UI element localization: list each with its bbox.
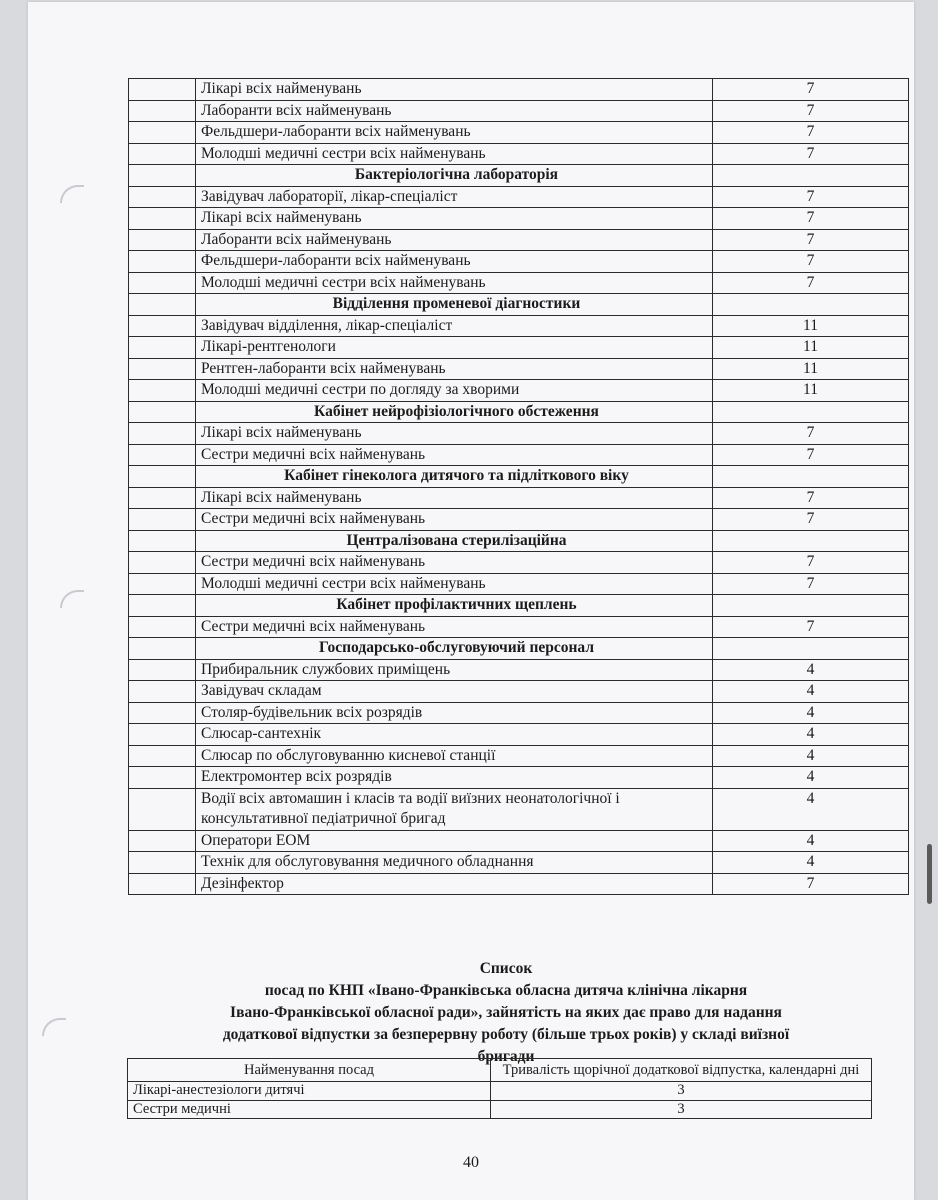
position-name: Сестри медичні всіх найменувань bbox=[196, 444, 713, 466]
table-row bbox=[129, 122, 909, 144]
position-name: Фельдшери-лаборанти всіх найменувань bbox=[196, 251, 713, 273]
row-number-cell bbox=[129, 100, 196, 122]
row-number-cell bbox=[129, 530, 196, 552]
position-value: 3 bbox=[491, 1100, 872, 1119]
position-value: 7 bbox=[713, 79, 909, 101]
position-name: Фельдшери-лаборанти всіх найменувань bbox=[196, 122, 713, 144]
table-row bbox=[129, 659, 909, 681]
position-value: 7 bbox=[713, 444, 909, 466]
position-value: 7 bbox=[713, 100, 909, 122]
position-name: Слюсар по обслуговуванню кисневої станції bbox=[196, 745, 713, 767]
position-name: Дезінфектор bbox=[196, 873, 713, 895]
table-row bbox=[129, 702, 909, 724]
value-cell bbox=[713, 294, 909, 316]
position-value: 7 bbox=[713, 251, 909, 273]
position-name: Оператори ЕОМ bbox=[196, 830, 713, 852]
section-header-row bbox=[129, 530, 909, 552]
row-number-cell bbox=[129, 852, 196, 874]
section-title: Кабінет гінеколога дитячого та підліткового віку bbox=[196, 466, 713, 488]
position-name: Водії всіх автомашин і класів та водії виїзних неонатологічної і консультативної педіатричної бригад bbox=[196, 788, 713, 830]
row-number-cell bbox=[129, 251, 196, 273]
row-number-cell bbox=[129, 487, 196, 509]
table-row bbox=[129, 79, 909, 101]
row-number-cell bbox=[129, 638, 196, 660]
position-value: 7 bbox=[713, 552, 909, 574]
section-title: Відділення променевої діагностики bbox=[196, 294, 713, 316]
table-row bbox=[129, 509, 909, 531]
position-name: Молодші медичні сестри всіх найменувань bbox=[196, 272, 713, 294]
section-title: Господарсько-обслуговуючий персонал bbox=[196, 638, 713, 660]
table-row bbox=[129, 830, 909, 852]
position-value: 4 bbox=[713, 830, 909, 852]
row-number-cell bbox=[129, 294, 196, 316]
row-number-cell bbox=[129, 272, 196, 294]
value-cell bbox=[713, 165, 909, 187]
position-value: 3 bbox=[491, 1082, 872, 1101]
row-number-cell bbox=[129, 788, 196, 830]
table-row bbox=[129, 681, 909, 703]
position-name: Слюсар-сантехнік bbox=[196, 724, 713, 746]
section-header-row bbox=[129, 466, 909, 488]
row-number-cell bbox=[129, 873, 196, 895]
value-cell bbox=[713, 595, 909, 617]
row-number-cell bbox=[129, 595, 196, 617]
table-row bbox=[129, 788, 909, 830]
table-row bbox=[129, 251, 909, 273]
list-title-line: Івано-Франківської обласної ради», зайнятість на яких дає право для надання bbox=[230, 1004, 782, 1021]
column-header-duration: Тривалість щорічної додаткової відпустка, календарні дні bbox=[491, 1059, 872, 1082]
list-title bbox=[138, 958, 874, 1068]
table-row bbox=[129, 444, 909, 466]
row-number-cell bbox=[129, 208, 196, 230]
position-value: 7 bbox=[713, 423, 909, 445]
row-number-cell bbox=[129, 659, 196, 681]
table-row bbox=[129, 337, 909, 359]
position-value: 4 bbox=[713, 788, 909, 830]
position-name: Сестри медичні всіх найменувань bbox=[196, 616, 713, 638]
position-name: Молодші медичні сестри по догляду за хворими bbox=[196, 380, 713, 402]
table-row bbox=[129, 358, 909, 380]
table-row bbox=[129, 552, 909, 574]
row-number-cell bbox=[129, 702, 196, 724]
position-value: 4 bbox=[713, 681, 909, 703]
position-value: 7 bbox=[713, 272, 909, 294]
section-header-row bbox=[129, 165, 909, 187]
position-name: Лікарі всіх найменувань bbox=[196, 487, 713, 509]
row-number-cell bbox=[129, 830, 196, 852]
position-value: 7 bbox=[713, 573, 909, 595]
position-name: Столяр-будівельник всіх розрядів bbox=[196, 702, 713, 724]
row-number-cell bbox=[129, 767, 196, 789]
table-row bbox=[129, 852, 909, 874]
table-row bbox=[129, 873, 909, 895]
position-name: Технік для обслуговування медичного обладнання bbox=[196, 852, 713, 874]
positions-table bbox=[128, 78, 909, 895]
section-title: Централізована стерилізаційна bbox=[196, 530, 713, 552]
row-number-cell bbox=[129, 79, 196, 101]
brigade-positions-table bbox=[127, 1058, 872, 1119]
position-value: 7 bbox=[713, 229, 909, 251]
column-header-position: Найменування посад bbox=[128, 1059, 491, 1082]
position-value: 7 bbox=[713, 873, 909, 895]
position-name: Сестри медичні всіх найменувань bbox=[196, 552, 713, 574]
position-name: Лікарі-анестезіологи дитячі bbox=[128, 1082, 491, 1101]
row-number-cell bbox=[129, 681, 196, 703]
position-value: 7 bbox=[713, 122, 909, 144]
row-number-cell bbox=[129, 143, 196, 165]
position-name: Завідувач лабораторії, лікар-спеціаліст bbox=[196, 186, 713, 208]
table-row bbox=[129, 380, 909, 402]
list-title-line: Список bbox=[479, 960, 533, 977]
section-header-row bbox=[129, 294, 909, 316]
position-name: Молодші медичні сестри всіх найменувань bbox=[196, 573, 713, 595]
position-value: 7 bbox=[713, 616, 909, 638]
value-cell bbox=[713, 401, 909, 423]
section-title: Бактеріологічна лабораторія bbox=[196, 165, 713, 187]
position-value: 4 bbox=[713, 659, 909, 681]
position-name: Лаборанти всіх найменувань bbox=[196, 229, 713, 251]
value-cell bbox=[713, 466, 909, 488]
row-number-cell bbox=[129, 229, 196, 251]
position-value: 7 bbox=[713, 208, 909, 230]
table-row bbox=[129, 573, 909, 595]
row-number-cell bbox=[129, 380, 196, 402]
position-value: 4 bbox=[713, 724, 909, 746]
row-number-cell bbox=[129, 745, 196, 767]
position-value: 11 bbox=[713, 380, 909, 402]
list-title-line: додаткової відпустки за безперервну роботу (більше трьох років) у складі виїзної bbox=[222, 1026, 790, 1043]
row-number-cell bbox=[129, 724, 196, 746]
section-header-row bbox=[129, 638, 909, 660]
position-value: 11 bbox=[713, 337, 909, 359]
position-value: 4 bbox=[713, 767, 909, 789]
position-value: 4 bbox=[713, 702, 909, 724]
table-row bbox=[129, 767, 909, 789]
table-row bbox=[129, 208, 909, 230]
document-page bbox=[28, 2, 914, 1200]
position-value: 7 bbox=[713, 487, 909, 509]
row-number-cell bbox=[129, 358, 196, 380]
position-name: Завідувач складам bbox=[196, 681, 713, 703]
punch-hole-mark bbox=[60, 185, 84, 203]
table-row bbox=[129, 487, 909, 509]
position-value: 11 bbox=[713, 315, 909, 337]
position-value: 7 bbox=[713, 143, 909, 165]
position-name: Лікарі всіх найменувань bbox=[196, 423, 713, 445]
row-number-cell bbox=[129, 573, 196, 595]
section-title: Кабінет нейрофізіологічного обстеження bbox=[196, 401, 713, 423]
table-row bbox=[129, 186, 909, 208]
position-name: Прибиральник службових приміщень bbox=[196, 659, 713, 681]
page-number: 40 bbox=[463, 1154, 479, 1171]
position-value: 11 bbox=[713, 358, 909, 380]
row-number-cell bbox=[129, 509, 196, 531]
table-row bbox=[129, 100, 909, 122]
table-row bbox=[129, 272, 909, 294]
punch-hole-mark bbox=[42, 1018, 66, 1036]
section-header-row bbox=[129, 595, 909, 617]
scrollbar[interactable] bbox=[927, 844, 932, 904]
table-row bbox=[129, 229, 909, 251]
row-number-cell bbox=[129, 466, 196, 488]
table-row bbox=[129, 315, 909, 337]
row-number-cell bbox=[129, 401, 196, 423]
position-name: Завідувач відділення, лікар-спеціаліст bbox=[196, 315, 713, 337]
table-row bbox=[129, 724, 909, 746]
position-name: Молодші медичні сестри всіх найменувань bbox=[196, 143, 713, 165]
position-name: Електромонтер всіх розрядів bbox=[196, 767, 713, 789]
row-number-cell bbox=[129, 616, 196, 638]
section-title: Кабінет профілактичних щеплень bbox=[196, 595, 713, 617]
row-number-cell bbox=[129, 186, 196, 208]
table-row bbox=[128, 1100, 872, 1119]
position-name: Сестри медичні bbox=[128, 1100, 491, 1119]
position-name: Рентген-лаборанти всіх найменувань bbox=[196, 358, 713, 380]
punch-hole-mark bbox=[60, 590, 84, 608]
section-header-row bbox=[129, 401, 909, 423]
list-title-line: посад по КНП «Івано-Франківська обласна дитяча клінічна лікарня bbox=[264, 982, 748, 999]
position-value: 7 bbox=[713, 509, 909, 531]
position-name: Лаборанти всіх найменувань bbox=[196, 100, 713, 122]
row-number-cell bbox=[129, 552, 196, 574]
row-number-cell bbox=[129, 337, 196, 359]
position-name: Лікарі-рентгенологи bbox=[196, 337, 713, 359]
row-number-cell bbox=[129, 122, 196, 144]
value-cell bbox=[713, 638, 909, 660]
table-row bbox=[128, 1082, 872, 1101]
table-row bbox=[129, 143, 909, 165]
table-row bbox=[129, 745, 909, 767]
row-number-cell bbox=[129, 444, 196, 466]
table-row bbox=[129, 616, 909, 638]
list-title-line: бригади bbox=[477, 1048, 535, 1065]
value-cell bbox=[713, 530, 909, 552]
position-value: 7 bbox=[713, 186, 909, 208]
position-value: 4 bbox=[713, 852, 909, 874]
table-row bbox=[129, 423, 909, 445]
position-name: Лікарі всіх найменувань bbox=[196, 208, 713, 230]
position-name: Лікарі всіх найменувань bbox=[196, 79, 713, 101]
row-number-cell bbox=[129, 315, 196, 337]
position-value: 4 bbox=[713, 745, 909, 767]
row-number-cell bbox=[129, 165, 196, 187]
row-number-cell bbox=[129, 423, 196, 445]
position-name: Сестри медичні всіх найменувань bbox=[196, 509, 713, 531]
